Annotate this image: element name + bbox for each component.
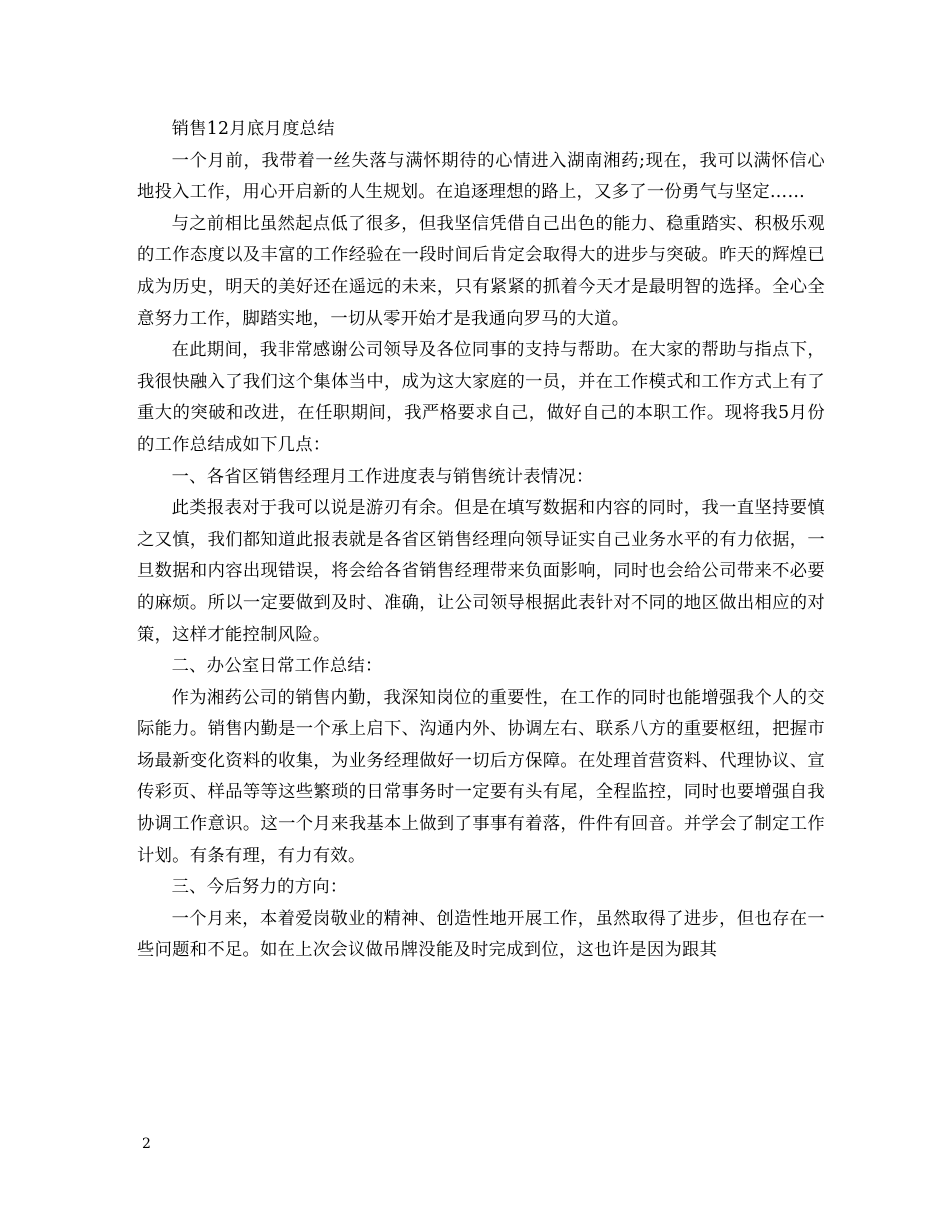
section-heading-reports: 一、各省区销售经理月工作进度表与销售统计表情况： bbox=[171, 466, 594, 487]
section-heading-office: 二、办公室日常工作总结： bbox=[171, 656, 383, 677]
paragraph-thanks: 在此期间，我非常感谢公司领导及各位同事的支持与帮助。在大家的帮助与指点下，我很快融入了我们这个集体当中，成为这大家庭的一员，并在工作模式和工作方式上有了重大的突破和改进，在任职期间，我严格要求自己，做好自己的本职工作。现将我5月份的工作总结成如下几点： bbox=[137, 340, 825, 455]
document-title: 销售12月底月度总结 bbox=[171, 119, 335, 139]
document-body bbox=[137, 114, 825, 967]
paragraph-confidence: 与之前相比虽然起点低了很多，但我坚信凭借自己出色的能力、稳重踏实、积极乐观的工作态度以及丰富的工作经验在一段时间后肯定会取得大的进步与突破。昨天的辉煌已成为历史，明天的美好还在遥远的未来，只有紧紧的抓着今天才是最明智的选择。全心全意努力工作，脚踏实地，一切从零开始才是我通向罗马的大道。 bbox=[137, 213, 825, 329]
page-number: 2 bbox=[142, 1136, 151, 1152]
paragraph-reports: 此类报表对于我可以说是游刃有余。但是在填写数据和内容的同时，我一直坚持要慎之又慎，我们都知道此报表就是各省区销售经理向领导证实自己业务水平的有力依据，一旦数据和内容出现错误，将会给各省销售经理带来负面影响，同时也会给公司带来不必要的麻烦。所以一定要做到及时、准确，让公司领导根据此表针对不同的地区做出相应的对策，这样才能控制风险。 bbox=[137, 498, 825, 645]
paragraph-intro: 一个月前，我带着一丝失落与满怀期待的心情进入湖南湘药;现在，我可以满怀信心地投入工作，用心开启新的人生规划。在追逐理想的路上，又多了一份勇气与坚定…… bbox=[137, 150, 825, 203]
section-heading-future: 三、今后努力的方向： bbox=[171, 877, 348, 898]
paragraph-future: 一个月来，本着爱岗敬业的精神、创造性地开展工作，虽然取得了进步，但也存在一些问题和不足。如在上次会议做吊牌没能及时完成到位，这也许是因为跟其 bbox=[137, 908, 825, 961]
paragraph-office: 作为湘药公司的销售内勤，我深知岗位的重要性，在工作的同时也能增强我个人的交际能力。销售内勤是一个承上启下、沟通内外、协调左右、联系八方的重要枢纽，把握市场最新变化资料的收集，为业务经理做好一切后方保障。在处理首营资料、代理协议、宣传彩页、样品等等这些繁琐的日常事务时一定要有头有尾，全程监控，同时也要增强自我协调工作意识。这一个月来我基本上做到了事事有着落，件件有回音。并学会了制定工作计划。有条有理，有力有效。 bbox=[137, 687, 825, 866]
